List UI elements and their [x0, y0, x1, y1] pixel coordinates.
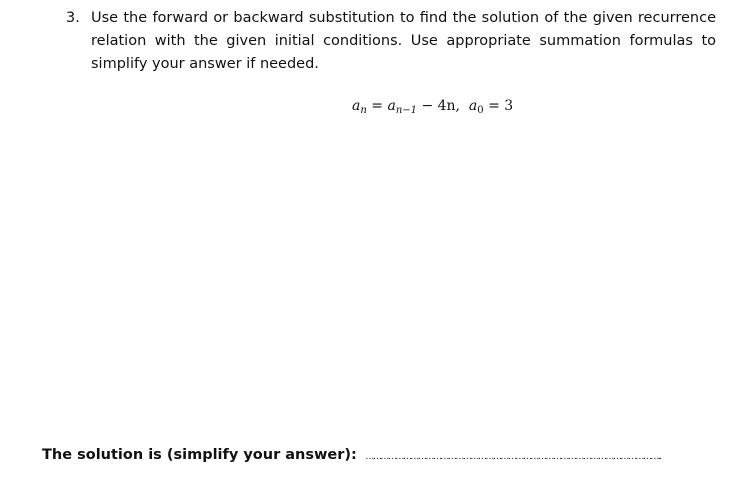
- equation-lhs-sub: n: [360, 105, 367, 116]
- equation-lhs-var: a: [352, 98, 361, 114]
- equation-rhs-var: a: [387, 98, 396, 114]
- equation-rhs-sub: n−1: [395, 105, 417, 116]
- question-number: 3.: [66, 10, 80, 26]
- equation-init-sub: 0: [477, 105, 484, 116]
- answer-line: [42, 447, 702, 463]
- recurrence-equation: [352, 98, 513, 116]
- question-text: Use the forward or backward substitution to find the solution of the given recurrence relation with the given initial conditions. Use appropriate summation formulas to simplify your answer if needed.: [91, 10, 716, 72]
- equation-minus-term: − 4n,: [421, 98, 461, 114]
- equation-equals: =: [371, 98, 383, 114]
- equation-init-var: a: [468, 98, 478, 114]
- answer-label: The solution is (simplify your answer):: [42, 447, 357, 463]
- answer-blank[interactable]: ………………………………………………………………………………………………………..: [365, 452, 661, 462]
- equation-init-value: = 3: [488, 98, 514, 114]
